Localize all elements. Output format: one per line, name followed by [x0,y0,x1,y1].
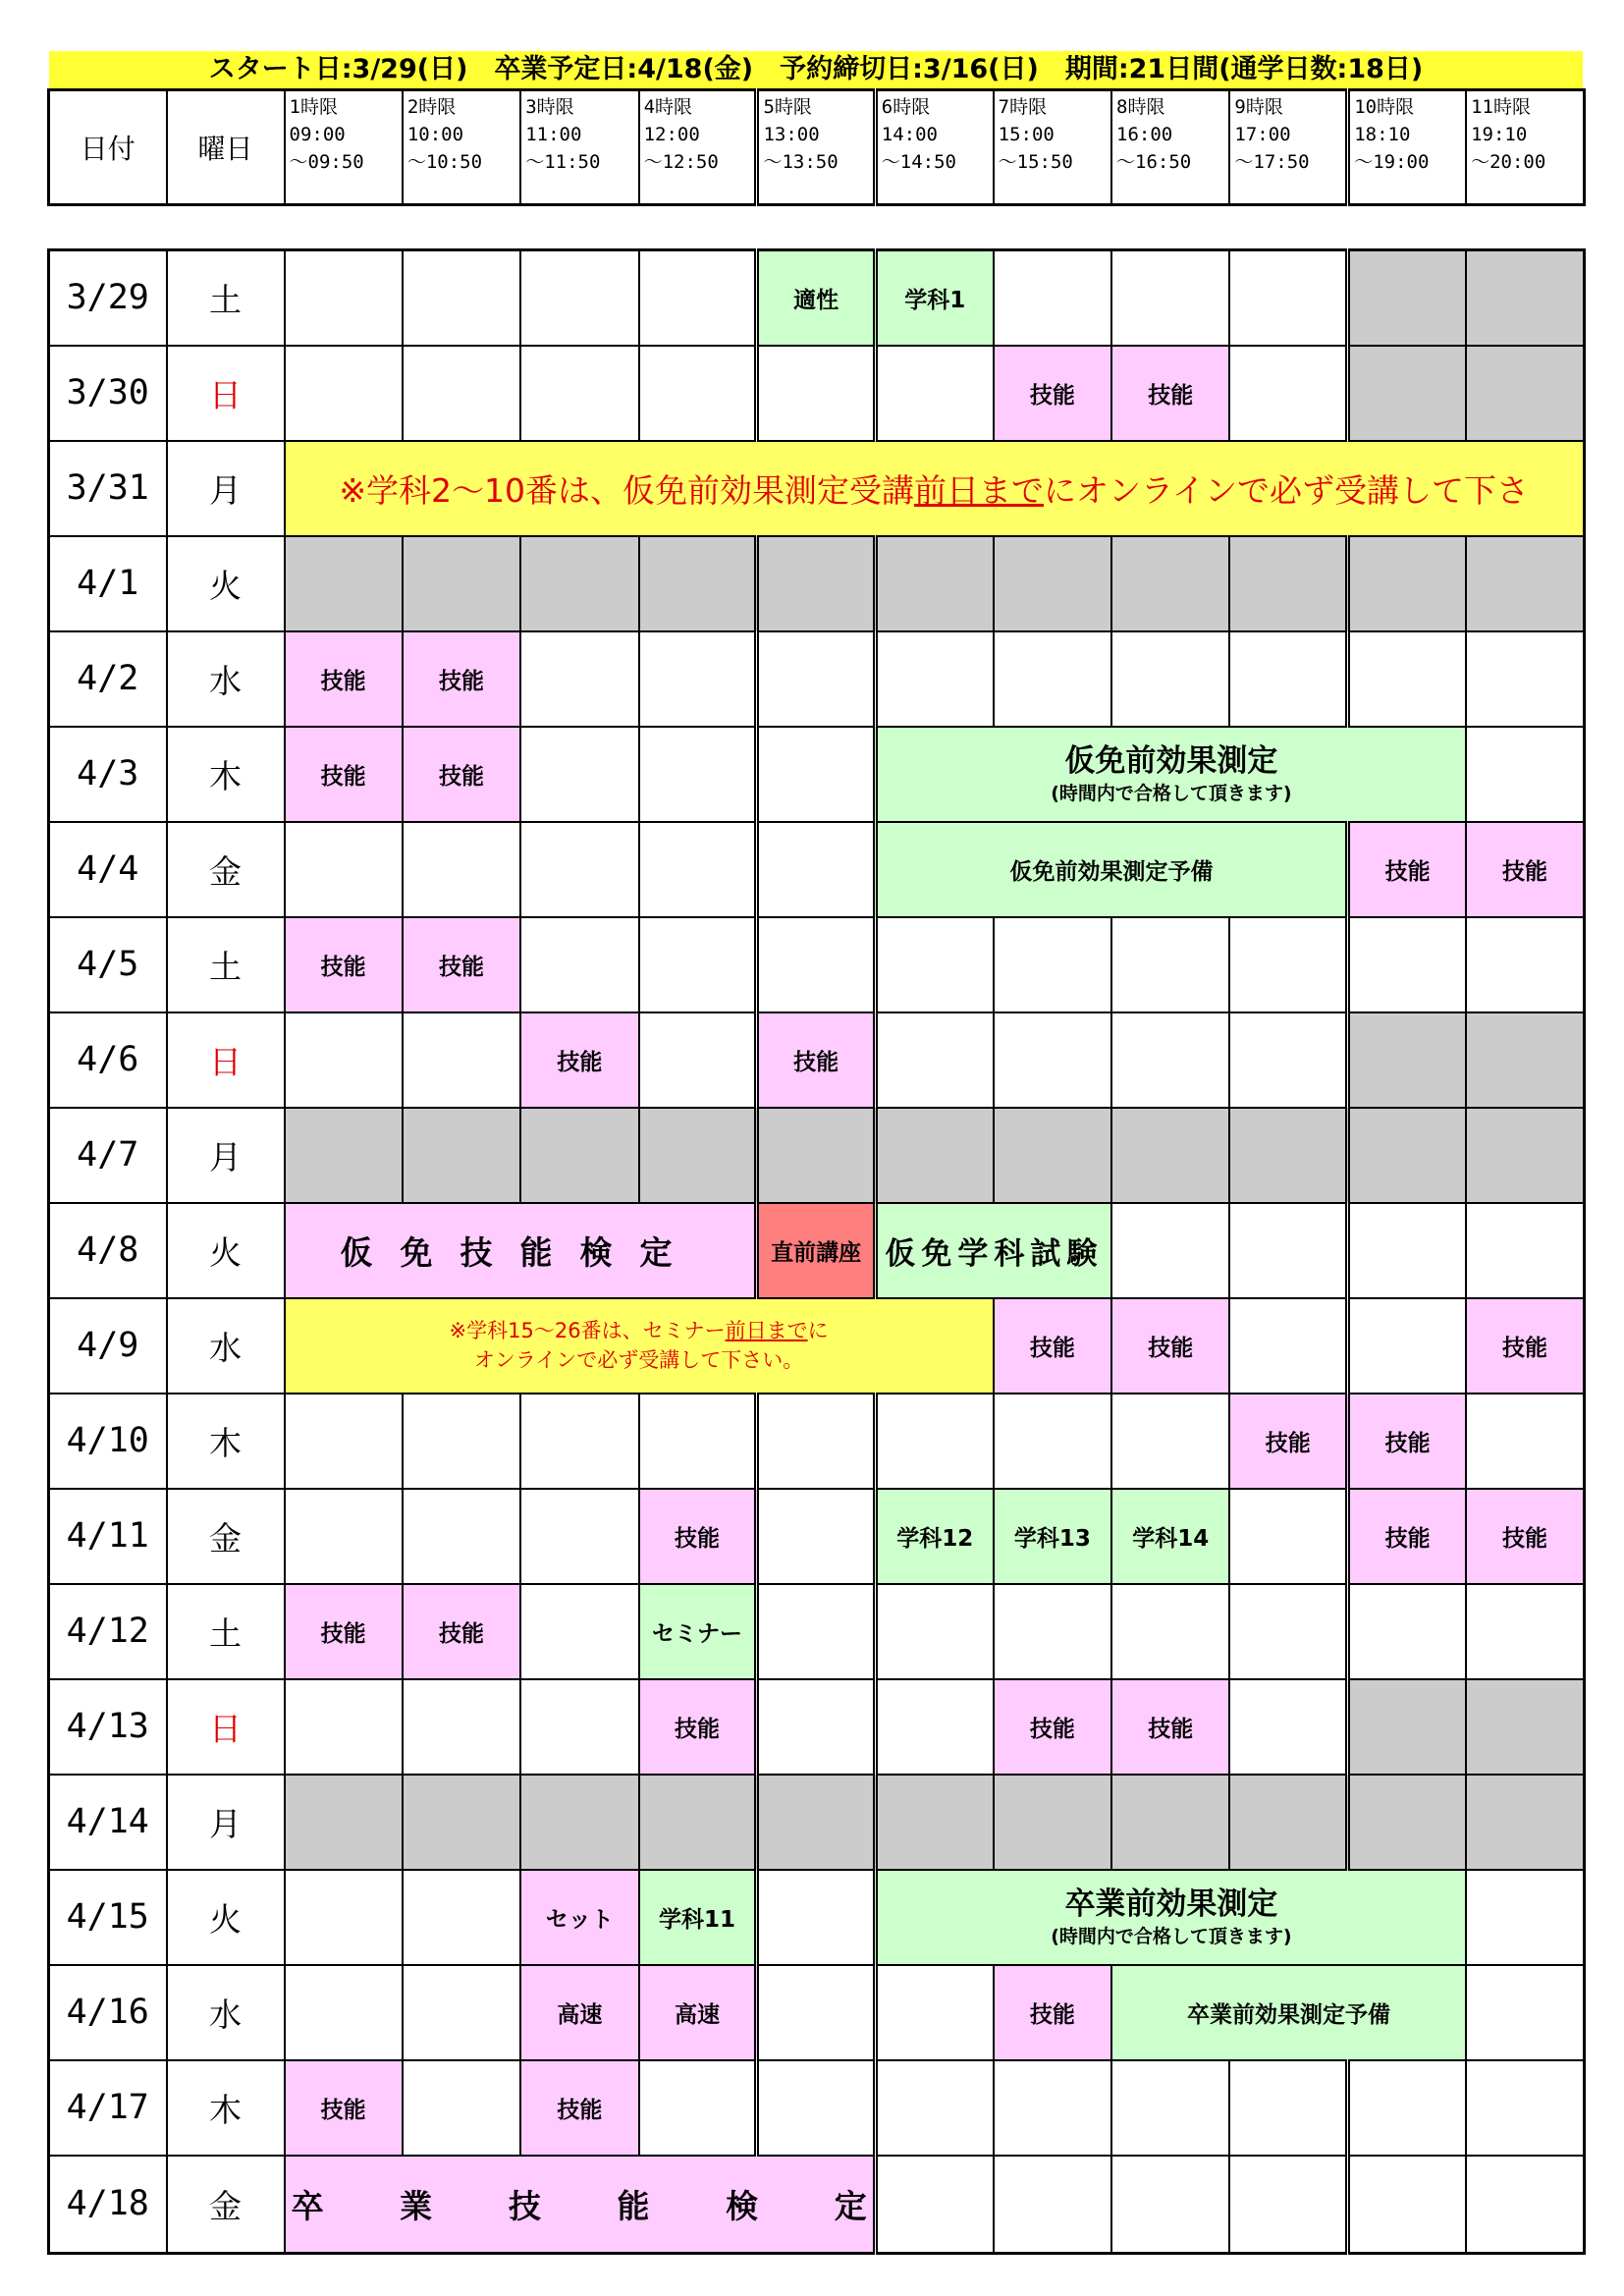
period-header-11: 11時限 19:10 ～20:00 [1466,90,1584,205]
empty-slot [1466,631,1584,727]
closed-slot [1348,1012,1466,1108]
empty-slot [639,1012,757,1108]
empty-slot [285,250,403,346]
online-study-notice-2: ※学科15～26番は、セミナー前日までに オンラインで必ず受講して下さい。 [285,1298,994,1394]
empty-slot [875,1584,993,1679]
empty-slot [520,250,638,346]
empty-slot [520,346,638,441]
empty-slot [1466,1965,1584,2060]
skill-lesson-slot: 技能 [1348,1489,1466,1584]
pre-lecture-slot: 直前講座 [757,1203,875,1298]
date-cell: 4/3 [49,727,167,822]
weekday-cell: 日 [167,346,285,441]
empty-slot [875,1965,993,2060]
empty-slot [757,1870,875,1965]
empty-slot [757,631,875,727]
empty-slot [994,1584,1111,1679]
empty-slot [403,346,520,441]
period-header-9: 9時限 17:00 ～17:50 [1229,90,1347,205]
closed-slot [1348,346,1466,441]
skill-lesson-slot: 技能 [994,1298,1111,1394]
empty-slot [285,822,403,917]
provisional-effect-test-spare-block: 仮免前効果測定予備 [875,822,1347,917]
weekday-column-header: 曜日 [167,90,285,205]
closed-slot [1466,1012,1584,1108]
empty-slot [1111,1584,1229,1679]
closed-slot [757,1108,875,1203]
date-cell: 4/16 [49,1965,167,2060]
date-cell: 4/17 [49,2060,167,2156]
period-header-7: 7時限 15:00 ～15:50 [994,90,1111,205]
date-cell: 4/8 [49,1203,167,1298]
empty-slot [403,1679,520,1775]
closed-slot [875,1775,993,1870]
empty-slot [639,250,757,346]
empty-slot [639,822,757,917]
table-row [49,1584,1585,1679]
closed-slot [285,1775,403,1870]
weekday-cell: 日 [167,1679,285,1775]
empty-slot [1229,1584,1347,1679]
weekday-cell: 月 [167,1108,285,1203]
empty-slot [875,917,993,1012]
empty-slot [994,250,1111,346]
empty-slot [1229,1203,1347,1298]
closed-slot [403,1775,520,1870]
seminar-slot: セミナー [639,1584,757,1679]
weekday-cell: 水 [167,1965,285,2060]
academic-slot: 学科14 [1111,1489,1229,1584]
table-row [49,2060,1585,2156]
skill-lesson-slot: 技能 [1466,1298,1584,1394]
empty-slot [403,1394,520,1489]
academic-slot: 学科11 [639,1870,757,1965]
closed-slot [1229,1108,1347,1203]
empty-slot [1348,2060,1466,2156]
period-header-10: 10時限 18:10 ～19:00 [1348,90,1466,205]
skill-lesson-slot: 技能 [1111,1298,1229,1394]
skill-lesson-slot: 技能 [1348,1394,1466,1489]
empty-slot [403,250,520,346]
empty-slot [1466,2060,1584,2156]
weekday-cell: 水 [167,1298,285,1394]
empty-slot [757,1965,875,2060]
table-row [49,1203,1585,1298]
skill-lesson-slot: 技能 [1466,822,1584,917]
skill-lesson-slot: 技能 [1111,1679,1229,1775]
period-header-6: 6時限 14:00 ～14:50 [875,90,993,205]
academic-slot: 学科12 [875,1489,993,1584]
period-header-4: 4時限 12:00 ～12:50 [639,90,757,205]
graduation-effect-test-block: 卒業前効果測定 (時間内で合格して頂きます) [875,1870,1466,1965]
empty-slot [1229,917,1347,1012]
closed-slot [994,536,1111,631]
empty-slot [994,1394,1111,1489]
empty-slot [875,1679,993,1775]
table-row [49,1394,1585,1489]
empty-slot [757,917,875,1012]
empty-slot [285,1012,403,1108]
empty-slot [1348,1203,1466,1298]
table-row [49,1775,1585,1870]
empty-slot [1111,2060,1229,2156]
weekday-cell: 木 [167,2060,285,2156]
closed-slot [757,1775,875,1870]
closed-slot [520,536,638,631]
table-row [49,2156,1585,2254]
empty-slot [1111,1203,1229,1298]
skill-lesson-slot: 技能 [757,1012,875,1108]
closed-slot [1348,1679,1466,1775]
empty-slot [1111,1012,1229,1108]
empty-slot [1229,346,1347,441]
closed-slot [1466,346,1584,441]
empty-slot [1466,2156,1584,2254]
empty-slot [403,1965,520,2060]
closed-slot [520,1775,638,1870]
date-cell: 4/13 [49,1679,167,1775]
empty-slot [403,1012,520,1108]
weekday-cell: 月 [167,441,285,536]
table-row [49,822,1585,917]
academic-slot: 学科1 [875,250,993,346]
closed-slot [403,536,520,631]
closed-slot [639,1108,757,1203]
empty-slot [1229,1679,1347,1775]
closed-slot [757,536,875,631]
empty-slot [520,917,638,1012]
table-row [49,346,1585,441]
skill-lesson-slot: 技能 [520,2060,638,2156]
graduation-skill-test-label: 卒 業 技 能 検 定 [291,2186,867,2225]
date-cell: 4/18 [49,2156,167,2254]
weekday-cell: 金 [167,1489,285,1584]
empty-slot [875,2156,993,2254]
skill-lesson-slot: 技能 [403,631,520,727]
empty-slot [1229,2156,1347,2254]
table-row [49,1870,1585,1965]
skill-lesson-slot: 技能 [639,1489,757,1584]
date-column-header: 日付 [49,90,167,205]
highway-lesson-slot: 高速 [520,1965,638,2060]
closed-slot [1466,1108,1584,1203]
empty-slot [757,822,875,917]
skill-lesson-slot: 技能 [285,917,403,1012]
weekday-cell: 火 [167,1203,285,1298]
skill-lesson-slot: 技能 [403,917,520,1012]
empty-slot [285,1679,403,1775]
weekday-cell: 土 [167,1584,285,1679]
empty-slot [1229,1012,1347,1108]
empty-slot [520,727,638,822]
closed-slot [520,1108,638,1203]
date-cell: 3/29 [49,250,167,346]
table-row [49,917,1585,1012]
closed-slot [1348,250,1466,346]
period-header-3: 3時限 11:00 ～11:50 [520,90,638,205]
empty-slot [1111,917,1229,1012]
closed-slot [994,1108,1111,1203]
empty-slot [1111,631,1229,727]
closed-slot [994,1775,1111,1870]
empty-slot [285,1965,403,2060]
empty-slot [994,2060,1111,2156]
empty-slot [994,1012,1111,1108]
graduation-effect-test-spare-block: 卒業前効果測定予備 [1111,1965,1466,2060]
empty-slot [1348,1298,1466,1394]
skill-lesson-slot: 技能 [285,631,403,727]
closed-slot [1348,1108,1466,1203]
empty-slot [1229,1298,1347,1394]
empty-slot [1348,1584,1466,1679]
provisional-written-test-block: 仮免学科試験 [875,1203,1111,1298]
skill-lesson-slot: 技能 [639,1679,757,1775]
closed-slot [285,536,403,631]
date-cell: 4/15 [49,1870,167,1965]
weekday-cell: 月 [167,1775,285,1870]
empty-slot [520,1394,638,1489]
empty-slot [875,1394,993,1489]
empty-slot [1466,1394,1584,1489]
date-cell: 3/31 [49,441,167,536]
empty-slot [1229,1489,1347,1584]
table-row [49,250,1585,346]
empty-slot [639,2060,757,2156]
empty-slot [520,1584,638,1679]
skill-lesson-slot: 技能 [994,346,1111,441]
schedule-summary-banner: スタート日:3/29(日) 卒業予定日:4/18(金) 予約締切日:3/16(日) 期間:21日間(通学日数:18日) [49,51,1583,88]
weekday-cell: 金 [167,822,285,917]
empty-slot [757,1489,875,1584]
empty-slot [875,631,993,727]
table-row [49,1298,1585,1394]
date-cell: 4/9 [49,1298,167,1394]
date-cell: 4/11 [49,1489,167,1584]
skill-lesson-slot: 技能 [403,1584,520,1679]
empty-slot [520,1679,638,1775]
empty-slot [757,1584,875,1679]
date-cell: 4/4 [49,822,167,917]
date-cell: 4/5 [49,917,167,1012]
date-cell: 4/1 [49,536,167,631]
empty-slot [757,727,875,822]
skill-lesson-slot: 技能 [1466,1489,1584,1584]
empty-slot [639,917,757,1012]
empty-slot [1111,250,1229,346]
empty-slot [520,1489,638,1584]
empty-slot [403,2060,520,2156]
empty-slot [520,631,638,727]
empty-slot [1229,631,1347,727]
empty-slot [285,346,403,441]
closed-slot [285,1108,403,1203]
empty-slot [757,1394,875,1489]
online-study-notice: ※学科2～10番は、仮免前効果測定受講前日までにオンラインで必ず受講して下さ [285,441,1585,536]
empty-slot [639,1394,757,1489]
empty-slot [1348,2156,1466,2254]
empty-slot [639,346,757,441]
table-row [49,1489,1585,1584]
closed-slot [875,1108,993,1203]
period-header-2: 2時限 10:00 ～10:50 [403,90,520,205]
provisional-effect-test-block: 仮免前効果測定 (時間内で合格して頂きます) [875,727,1466,822]
empty-slot [403,1489,520,1584]
date-cell: 4/10 [49,1394,167,1489]
empty-slot [994,2156,1111,2254]
date-cell: 4/7 [49,1108,167,1203]
weekday-cell: 水 [167,631,285,727]
empty-slot [757,2060,875,2156]
table-row [49,631,1585,727]
empty-slot [1111,1394,1229,1489]
table-row [49,441,1585,536]
closed-slot [1466,250,1584,346]
closed-slot [1348,1775,1466,1870]
closed-slot [1229,536,1347,631]
skill-lesson-slot: 技能 [1348,822,1466,917]
empty-slot [1466,1870,1584,1965]
skill-lesson-slot: 技能 [1111,346,1229,441]
schedule-grid [47,248,1586,2255]
weekday-cell: 日 [167,1012,285,1108]
period-header-5: 5時限 13:00 ～13:50 [757,90,875,205]
skill-lesson-slot: 技能 [285,727,403,822]
academic-slot: 学科13 [994,1489,1111,1584]
empty-slot [1229,250,1347,346]
date-cell: 3/30 [49,346,167,441]
closed-slot [1466,1679,1584,1775]
graduation-skill-test-block [285,2156,876,2254]
period-header-1: 1時限 09:00 ～09:50 [285,90,403,205]
empty-slot [1466,1203,1584,1298]
empty-slot [1348,917,1466,1012]
closed-slot [1466,536,1584,631]
skill-lesson-slot: 技能 [403,727,520,822]
skill-lesson-slot: 技能 [285,2060,403,2156]
schedule-header [47,88,1586,206]
empty-slot [1111,2156,1229,2254]
empty-slot [1229,2060,1347,2156]
table-row [49,727,1585,822]
empty-slot [1466,917,1584,1012]
closed-slot [875,536,993,631]
empty-slot [285,1394,403,1489]
closed-slot [403,1108,520,1203]
empty-slot [639,727,757,822]
empty-slot [875,346,993,441]
date-cell: 4/14 [49,1775,167,1870]
empty-slot [757,1679,875,1775]
weekday-cell: 木 [167,727,285,822]
weekday-cell: 木 [167,1394,285,1489]
skill-lesson-slot: 技能 [994,1679,1111,1775]
date-cell: 4/2 [49,631,167,727]
empty-slot [875,2060,993,2156]
empty-slot [757,346,875,441]
empty-slot [994,917,1111,1012]
weekday-cell: 土 [167,917,285,1012]
skill-lesson-slot: 技能 [285,1584,403,1679]
empty-slot [285,1870,403,1965]
empty-slot [994,631,1111,727]
set-lesson-slot: セット [520,1870,638,1965]
closed-slot [1111,1775,1229,1870]
period-header-8: 8時限 16:00 ～16:50 [1111,90,1229,205]
date-cell: 4/6 [49,1012,167,1108]
weekday-cell: 金 [167,2156,285,2254]
closed-slot [1111,1108,1229,1203]
skill-lesson-slot: 技能 [520,1012,638,1108]
weekday-cell: 火 [167,1870,285,1965]
aptitude-test-slot: 適性 [757,250,875,346]
empty-slot [1466,1584,1584,1679]
closed-slot [1229,1775,1347,1870]
weekday-cell: 火 [167,536,285,631]
empty-slot [1348,631,1466,727]
empty-slot [1466,727,1584,822]
date-cell: 4/12 [49,1584,167,1679]
table-row [49,1679,1585,1775]
empty-slot [285,1489,403,1584]
provisional-skill-test-block: 仮免技能検定 [285,1203,757,1298]
empty-slot [875,1012,993,1108]
empty-slot [520,822,638,917]
skill-lesson-slot: 技能 [994,1965,1111,2060]
table-row [49,1965,1585,2060]
skill-lesson-slot: 技能 [1229,1394,1347,1489]
table-row [49,536,1585,631]
empty-slot [639,631,757,727]
table-row [49,1108,1585,1203]
table-row [49,1012,1585,1108]
empty-slot [403,822,520,917]
empty-slot [403,1870,520,1965]
closed-slot [639,1775,757,1870]
closed-slot [1111,536,1229,631]
weekday-cell: 土 [167,250,285,346]
closed-slot [639,536,757,631]
highway-lesson-slot: 高速 [639,1965,757,2060]
closed-slot [1466,1775,1584,1870]
closed-slot [1348,536,1466,631]
